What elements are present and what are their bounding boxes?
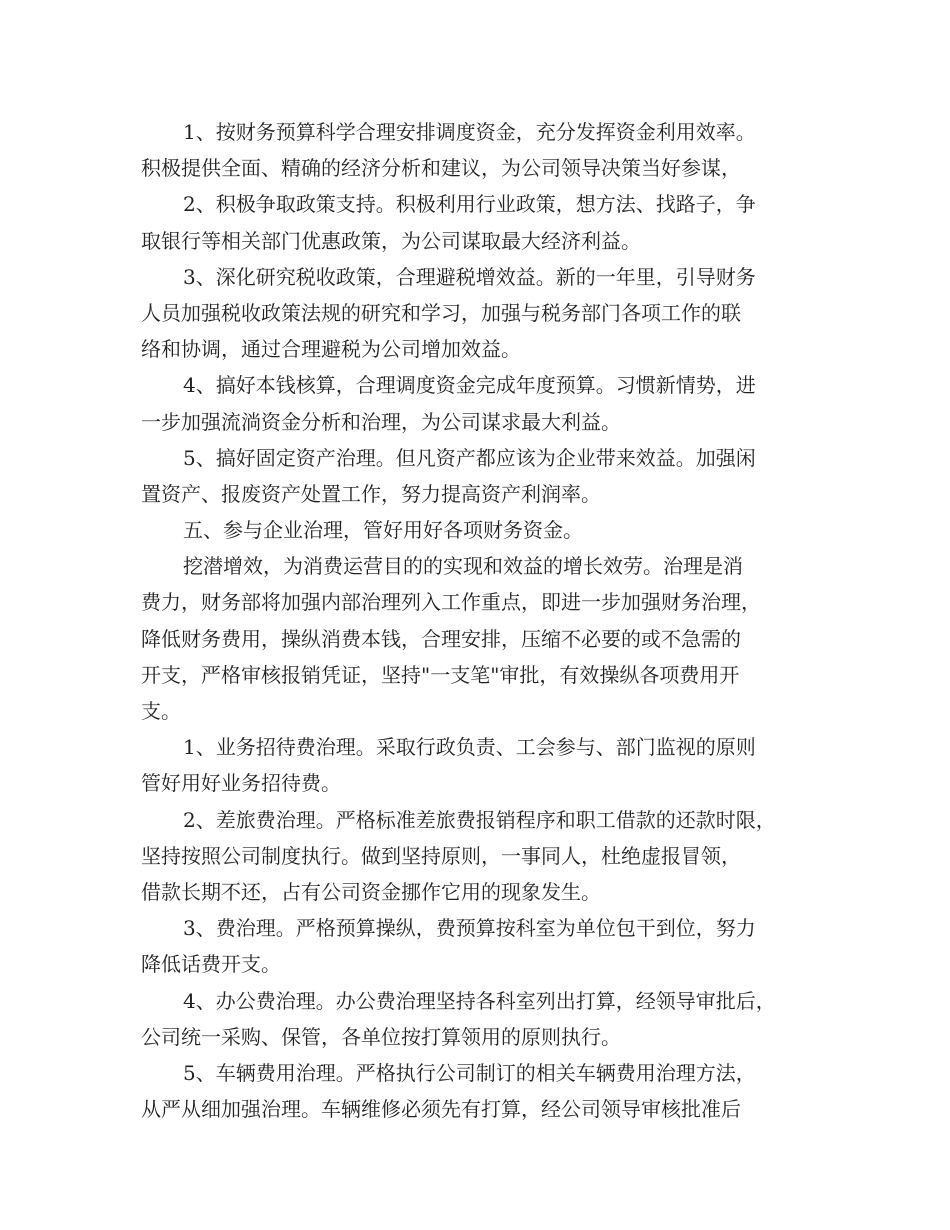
text-line: 5、车辆费用治理。严格执行公司制订的相关车辆费用治理方法， <box>183 1060 756 1085</box>
text-line: 5、搞好固定资产治理。但凡资产都应该为企业带来效益。加强闲 <box>183 445 756 470</box>
text-line: 4、办公费治理。办公费治理坚持各科室列出打算，经领导审批后， <box>183 988 776 1013</box>
text-line: 4、搞好本钱核算，合理调度资金完成年度预算。习惯新情势，进 <box>183 373 756 398</box>
text-line: 从严从细加强治理。车辆维修必须先有打算，经公司领导审核批准后 <box>141 1097 741 1122</box>
text-line: 3、深化研究税收政策，合理避税增效益。新的一年里，引导财务 <box>183 264 756 289</box>
text-line: 五、参与企业治理，管好用好各项财务资金。 <box>183 518 583 543</box>
text-line: 公司统一采购、保管，各单位按打算领用的原则执行。 <box>141 1024 621 1049</box>
text-line: 挖潜增效，为消费运营目的的实现和效益的增长效劳。治理是消 <box>183 554 743 579</box>
text-line: 降低财务费用，操纵消费本钱，合理安排，压缩不必要的或不急需的 <box>141 626 741 651</box>
text-line: 置资产、报废资产处置工作，努力提高资产利润率。 <box>141 481 601 506</box>
text-line: 借款长期不还，占有公司资金挪作它用的现象发生。 <box>141 879 601 904</box>
text-line: 取银行等相关部门优惠政策，为公司谋取最大经济利益。 <box>141 228 641 253</box>
text-line: 开支，严格审核报销凭证，坚持"一支笔"审批，有效操纵各项费用开 <box>141 662 740 687</box>
text-line: 2、差旅费治理。严格标准差旅费报销程序和职工借款的还款时限， <box>183 807 776 832</box>
text-line: 降低话费开支。 <box>141 952 281 977</box>
text-line: 人员加强税收政策法规的研究和学习，加强与税务部门各项工作的联 <box>141 300 741 325</box>
text-line: 3、费治理。严格预算操纵，费预算按科室为单位包干到位，努力 <box>183 916 756 941</box>
text-line: 坚持按照公司制度执行。做到坚持原则，一事同人，杜绝虚报冒领， <box>141 843 741 868</box>
text-line: 费力，财务部将加强内部治理列入工作重点，即进一步加强财务治理， <box>141 590 761 615</box>
text-line: 支。 <box>141 699 181 723</box>
text-line: 一步加强流淌资金分析和治理，为公司谋求最大利益。 <box>141 409 621 434</box>
text-line: 管好用好业务招待费。 <box>141 771 341 796</box>
text-line: 积极提供全面、精确的经济分析和建议，为公司领导决策当好参谋， <box>141 156 741 181</box>
text-line: 1、按财务预算科学合理安排调度资金，充分发挥资金利用效率。 <box>183 120 756 144</box>
text-line: 2、积极争取政策支持。积极利用行业政策，想方法、找路子，争 <box>183 192 756 217</box>
text-line: 络和协调，通过合理避税为公司增加效益。 <box>141 337 521 362</box>
text-line: 1、业务招待费治理。采取行政负责、工会参与、部门监视的原则 <box>183 735 756 760</box>
document-body <box>141 114 811 1127</box>
